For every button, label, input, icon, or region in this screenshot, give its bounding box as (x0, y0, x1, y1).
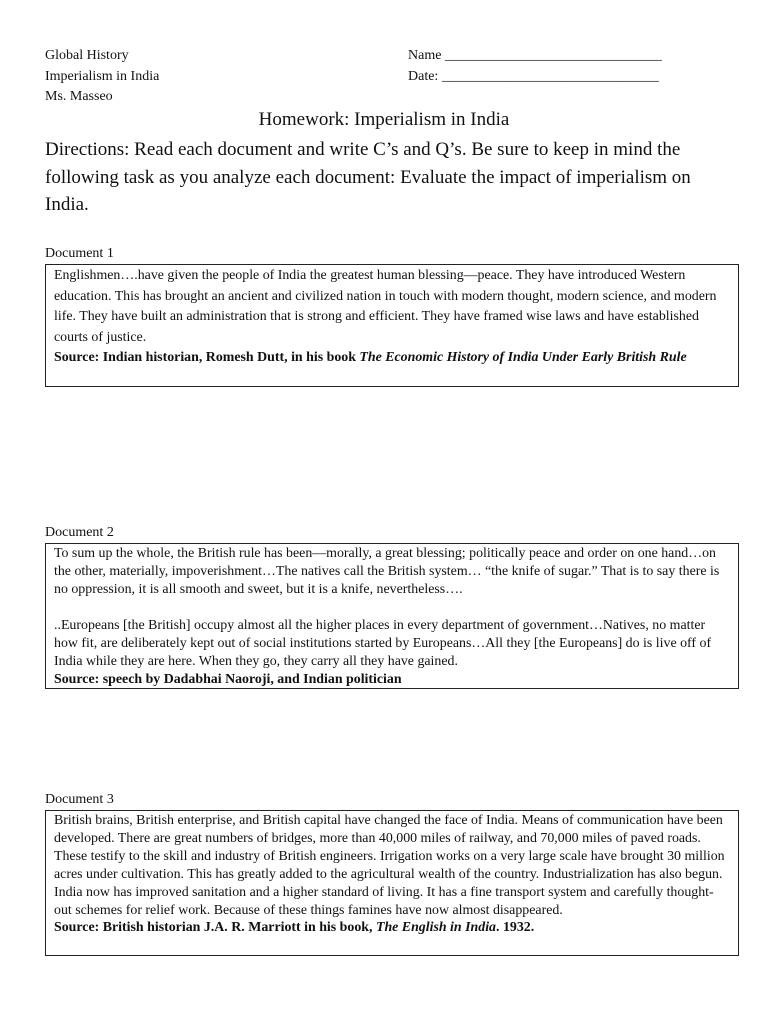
document-3-label: Document 3 (45, 792, 114, 807)
teacher-name: Ms. Masseo (45, 89, 113, 104)
document-2-text-2: ..Europeans [the British] occupy almost all the higher places in every department of government…Natives, no matter how fit, are deliberately kept out of social institutions started by Europeans…All they [the Europeans] do is live off of India while they are here. When they go, they carry all they have gained. (54, 617, 712, 670)
course-name: Global History (45, 48, 129, 63)
document-2-text-1: To sum up the whole, the British rule has been—morally, a great blessing; politically peace and order on one hand…on the other, materially, impoverishment…The natives call the British system… “the knife of sugar.” That is to say there is no oppression, it is all smooth and sweet, but it is a knife, nevertheless…. (54, 546, 720, 598)
document-2-source: Source: speech by Dadabhai Naoroji, and Indian politician (54, 672, 402, 688)
header-right (408, 46, 662, 87)
directions-text: Directions: Read each document and write C’s and Q’s. Be sure to keep in mind the following task as you analyze each document: Evaluate the impact of imperialism on India. (45, 139, 691, 215)
header-left (45, 46, 159, 108)
document-1-text: Englishmen….have given the people of India the greatest human blessing—peace. They have introduced Western education. This has brought an ancient and civilized nation in touch with modern thought, modern science, and modern life. They have built an administration that is strong and efficient. They have framed wise laws and have established courts of justice. (54, 268, 717, 345)
unit-name: Imperialism in India (45, 68, 160, 84)
homework-title: Homework: Imperialism in India (258, 109, 510, 130)
name-line: Name _______________________________ (408, 48, 662, 63)
document-3-source: Source: British historian J.A. R. Marriott in his book, The English in India. 1932. (54, 920, 535, 936)
document-1-label: Document 1 (45, 246, 114, 261)
document-3-text: British brains, British enterprise, and British capital have changed the face of India. Means of communication have been developed. There are great numbers of bridges, more than 40,000 miles of railway, and 70,000 miles of paved roads. These testify to the skill and industry of British engineers. Irrigation works on a very large scale have brought 30 million acres under cultivation. This has greatly added to the agricultural wealth of the country. Industrialization has also begun. India now has improved sanitation and a higher standard of living. It has a fine transport system and carefully thought-out schemes for relief work. Because of these things famines have now almost disappeared. (54, 813, 725, 918)
document-2-box (45, 543, 739, 689)
document-1-box (45, 264, 739, 387)
date-line: Date: _______________________________ (408, 68, 659, 84)
document-2-label: Document 2 (45, 525, 114, 540)
document-3-box (45, 810, 739, 956)
document-1-source: Source: Indian historian, Romesh Dutt, in his book The Economic History of India Under Early British Rule (54, 350, 687, 366)
